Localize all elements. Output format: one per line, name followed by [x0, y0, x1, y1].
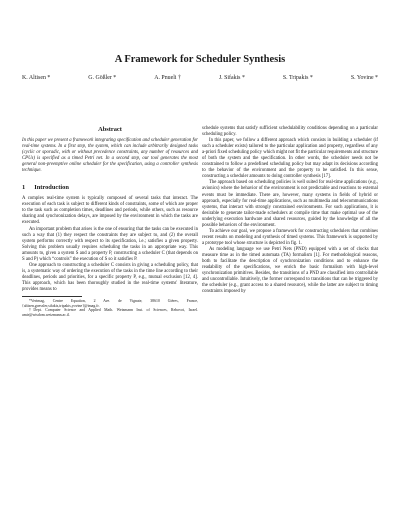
- abstract-heading: Abstract: [98, 126, 122, 133]
- section-number: 1: [22, 184, 26, 192]
- footnote: *Verimag, Centre Equation, 2 Ave. de Vignate, 38610 Gières, France, {altisen,goessler,sifakis,tripakis,yovine}@imag.fr.: [22, 299, 198, 308]
- paragraph: In this paper, we follow a different approach which consists in building a scheduler (if such a scheduler exists) tailored to the particular application and property, regardless of any a-priori fixed scheduling policy which might not fit the particular requirements and structure of both the system and the specification. In other words, the scheduler needs not be constrained to follow a predefined scheduling policy but may adapt its decisions according to the behavior of the environment and the property to be satisfied. In this sense, constructing a scheduler amounts to doing controller synthesis [17].: [202, 138, 378, 180]
- footnote: †Dept. Computer Science and Applied Math. Weizmann Inst. of Sciences, Rehovot, Israel. amir@wisdom.weizmann.ac.il.: [22, 308, 198, 318]
- author: S. Tripakis *: [282, 75, 313, 81]
- author-list: [22, 75, 378, 81]
- right-column: [202, 126, 378, 295]
- abstract-text: In this paper we present a framework integrating specification and scheduler generation for real-time systems. In a first step, the system, which can include arbitrarily designed tasks (cyclic or sporadic, with or without precedence constraints, any number of resources and CPUs) is specified as a timed Petri net. In a second step, our tool generates the most general non-preemptive online scheduler for the specification, using a controller synthesis technique.: [22, 138, 198, 174]
- author: A. Pnueli †: [154, 75, 181, 81]
- paragraph: schedule systems that satisfy sufficient schedulability conditions depending on a particular scheduling policy.: [202, 126, 378, 138]
- paragraph: To achieve our goal, we propose a framework for constructing schedulers that combines recent results on modeling and synthesis of timed systems. This framework is supported by a prototype tool whose structure is depicted in fig. 1.: [202, 228, 378, 246]
- left-column: [22, 126, 198, 318]
- paragraph: An important problem that arises is the one of ensuring that the tasks can be executed in such a way that (1) they respect the constraints they are subject to, and (2) the overall system performs correctly with respect to its specification, i.e.; satisfies a given property. Solving this problem usually requires scheduling the tasks in an appropriate way. This amounts to, given a system S and a property P, constructing a scheduler C (that depends on S and P) which “controls” the execution of S so it satisfies P.: [22, 226, 198, 262]
- paragraph: One approach to constructing a scheduler C consists in giving a scheduling policy, that is, a systematic way of ordering the execution of the tasks in the time line according to their deadlines, periods and priorities, for a specific property P, e.g., mutual exclusion [12, 4]. This approach, which has been thoroughly studied in the real-time systems' literature, provides means to: [22, 262, 198, 292]
- author: S. Yovine *: [350, 75, 378, 81]
- paper-title: A Framework for Scheduler Synthesis: [114, 54, 286, 65]
- footnote-divider: [22, 296, 82, 297]
- section-heading: [22, 184, 198, 191]
- author: G. Gößler *: [88, 75, 117, 81]
- section-title: Introduction: [34, 184, 69, 192]
- author: J. Sifakis *: [218, 75, 245, 81]
- paragraph: The approach based on scheduling policies is well suited for real-time applications (e.g., avionics) where the behavior of the environment is not predictable and reactions to external events must be immediate. There are, however, many systems in fields of hybrid or approach, especially for real-time applications, such as multimedia and telecommunications systems, that interact with strongly constrained environments. For such applications, it is desirable to generate tailor-made schedulers at compile time that make optimal use of the underlying execution hardware and shared resources, guided by the knowledge of all the possible behaviors of the environment.: [202, 180, 378, 228]
- paragraph: As modeling language we use Petri Nets (PND) equipped with a set of clocks that measure time as in the timed automata (TA) formalism [1]. For methodological reasons, both to facilitate the description of synchronization conditions and to enhance the readability of the specifications, we enrich the basic formalism with high-level synchronization primitives. Besides, the transitions of a PND are classified into controllable and uncontrollable. Intuitively, the former correspond to transitions that can be triggered by the scheduler (e.g., grant access to a shared resource), while the latter are subject to timing constraints imposed by: [202, 246, 378, 295]
- paragraph: A complex real-time system is typically composed of several tasks that interact. The execution of each task is subject to different kinds of constraints, some of which are proper to the task such as completion times, deadlines and periods, while others, such as resource sharing and synchronization delays, are imposed by the environment in which the tasks are executed.: [22, 196, 198, 226]
- author: K. Altisen *: [22, 75, 51, 81]
